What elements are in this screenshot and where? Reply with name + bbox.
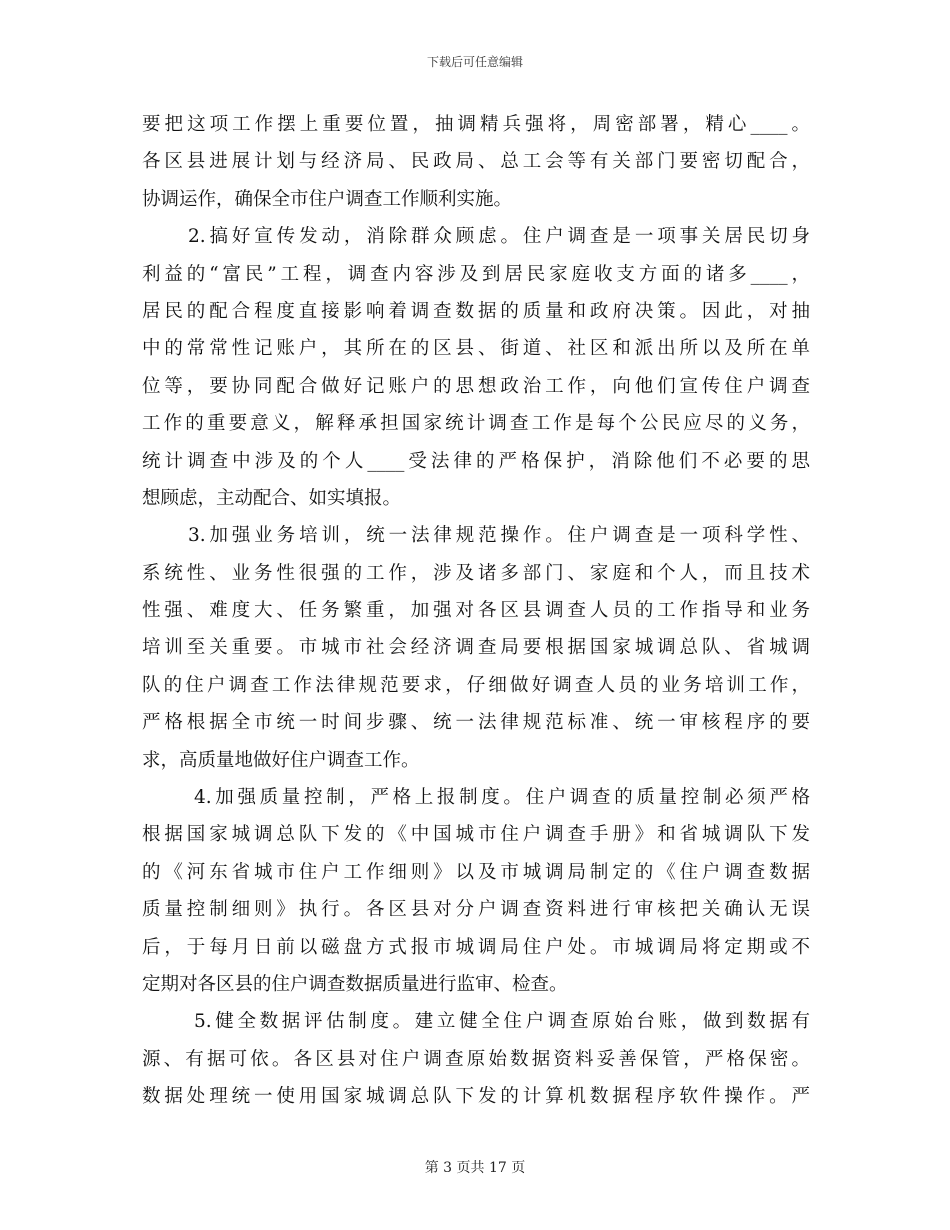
text-line: 质量控制细则》执行。各区县对分户调查资料进行审核把关确认无误 [142, 899, 810, 921]
text-line: 要把这项工作摆上重要位置，抽调精兵强将，周密部署，精心____。 [142, 114, 810, 135]
text-line: 定期对各区县的住户调查数据质量进行监审、检查。 [142, 973, 568, 995]
text-line: 源、有据可依。各区县对住户调查原始数据资料妥善保管，严格保密。 [142, 1048, 810, 1070]
text-line: 的《河东省城市住户工作细则》以及市城调局制定的《住户调查数据 [142, 861, 810, 883]
text-line: 性强、难度大、任务繁重，加强对各区县调查人员的工作指导和业务 [142, 600, 810, 622]
text-line: 工作的重要意义，解释承担国家统计调查工作是每个公民应尽的义务， [142, 413, 810, 435]
text-line: 统计调查中涉及的个人____受法律的严格保护，消除他们不必要的思 [142, 450, 810, 472]
text-line: 培训至关重要。市城市社会经济调查局要根据国家城调总队、省城调 [142, 637, 810, 659]
paragraph-start-line: 4.加强质量控制，严格上报制度。住户调查的质量控制必须严格 [194, 787, 810, 809]
page-footer: 第 3 页共 17 页 [424, 1160, 526, 1176]
document-body [142, 106, 810, 1116]
text-line: 后，于每月日前以磁盘方式报市城调局住户处。市城调局将定期或不 [142, 936, 810, 958]
text-line: 数据处理统一使用国家城调总队下发的计算机数据程序软件操作。严 [142, 1086, 810, 1108]
page-header: 下载后可任意编辑 [426, 55, 523, 69]
text-line: 根据国家城调总队下发的《中国城市住户调查手册》和省城调队下发 [142, 824, 810, 846]
text-line: 协调运作，确保全市住户调查工作顺利实施。 [142, 188, 513, 210]
text-line: 想顾虑，主动配合、如实填报。 [142, 487, 402, 509]
text-line: 利益的“富民”工程，调查内容涉及到居民家庭收支方面的诸多____， [142, 263, 810, 285]
text-line: 各区县进展计划与经济局、民政局、总工会等有关部门要密切配合， [142, 151, 810, 173]
paragraph-start-line: 3.加强业务培训，统一法律规范操作。住户调查是一项科学性、 [188, 525, 810, 547]
paragraph-start-line: 5.健全数据评估制度。建立健全住户调查原始台账，做到数据有 [194, 1011, 810, 1033]
text-line: 系统性、业务性很强的工作，涉及诸多部门、家庭和个人，而且技术 [142, 562, 810, 584]
text-line: 位等，要协同配合做好记账户的思想政治工作，向他们宣传住户调查 [142, 375, 810, 397]
text-line: 居民的配合程度直接影响着调查数据的质量和政府决策。因此，对抽 [142, 300, 810, 322]
text-line: 中的常常性记账户，其所在的区县、街道、社区和派出所以及所在单 [142, 338, 810, 360]
text-line: 求，高质量地做好住户调查工作。 [142, 749, 420, 771]
text-line: 严格根据全市统一时间步骤、统一法律规范标准、统一审核程序的要 [142, 712, 810, 734]
paragraph-start-line: 2.搞好宣传发动，消除群众顾虑。住户调查是一项事关居民切身 [188, 226, 810, 248]
text-line: 队的住户调查工作法律规范要求，仔细做好调查人员的业务培训工作， [142, 674, 810, 696]
